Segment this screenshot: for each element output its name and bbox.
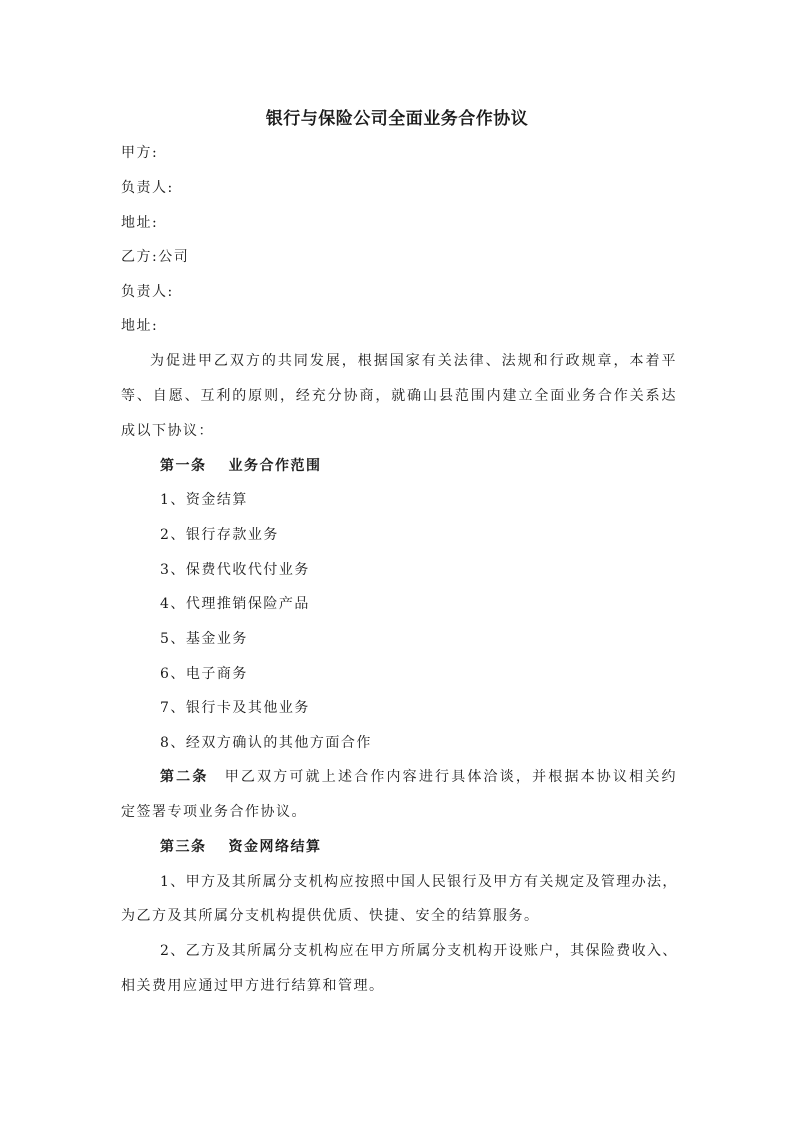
article-1-title: 业务合作范围 (228, 458, 322, 474)
article-2-line-1 (160, 767, 677, 787)
article-1-item: 8、经双方确认的其他方面合作 (160, 735, 372, 751)
article-1-item: 6、电子商务 (160, 666, 248, 682)
article-1-item: 7、银行卡及其他业务 (160, 700, 310, 716)
article-3-clause-1-line-1: 1、甲方及其所属分支机构应按照中国人民银行及甲方有关规定及管理办法， (160, 874, 677, 890)
party-a-address: 地址: (121, 215, 159, 231)
preamble-line-1: 为促进甲乙双方的共同发展，根据国家有关法律、法规和行政规章，本着平 (150, 353, 677, 369)
article-1-item: 4、代理推销保险产品 (160, 596, 310, 612)
party-a-representative: 负责人: (121, 180, 174, 196)
party-b-label: 乙方:公司 (121, 249, 190, 265)
article-3-clause-2-line-2: 相关费用应通过甲方进行结算和管理。 (121, 978, 385, 994)
article-1-item: 1、资金结算 (160, 492, 248, 508)
article-1-item: 5、基金业务 (160, 631, 248, 647)
article-1-number: 第一条 (160, 458, 207, 474)
article-3-title: 资金网络结算 (228, 839, 322, 855)
party-b-address: 地址: (121, 318, 159, 334)
article-2-line-2: 定签署专项业务合作协议。 (121, 804, 307, 820)
article-2-number: 第二条 (160, 769, 209, 785)
article-3-clause-1-line-2: 为乙方及其所属分支机构提供优质、快捷、安全的结算服务。 (121, 908, 540, 924)
party-b-representative: 负责人: (121, 284, 174, 300)
party-a-label: 甲方: (121, 145, 159, 161)
article-3-clause-2-line-1: 2、乙方及其所属分支机构应在甲方所属分支机构开设账户，其保险费收入、 (160, 943, 677, 959)
article-2-text: 甲乙双方可就上述合作内容进行具体洽谈，并根据本协议相关约 (224, 769, 678, 785)
preamble-line-2: 等、自愿、互利的原则，经充分协商，就确山县范围内建立全面业务合作关系达 (121, 388, 677, 404)
article-1-heading (160, 456, 687, 476)
article-3-number: 第三条 (160, 839, 207, 855)
article-1-item: 2、银行存款业务 (160, 527, 279, 543)
article-1-item: 3、保费代收代付业务 (160, 562, 310, 578)
preamble-line-3: 成以下协议： (121, 423, 214, 439)
document-title: 银行与保险公司全面业务合作协议 (265, 109, 529, 129)
article-3-heading (160, 837, 716, 857)
